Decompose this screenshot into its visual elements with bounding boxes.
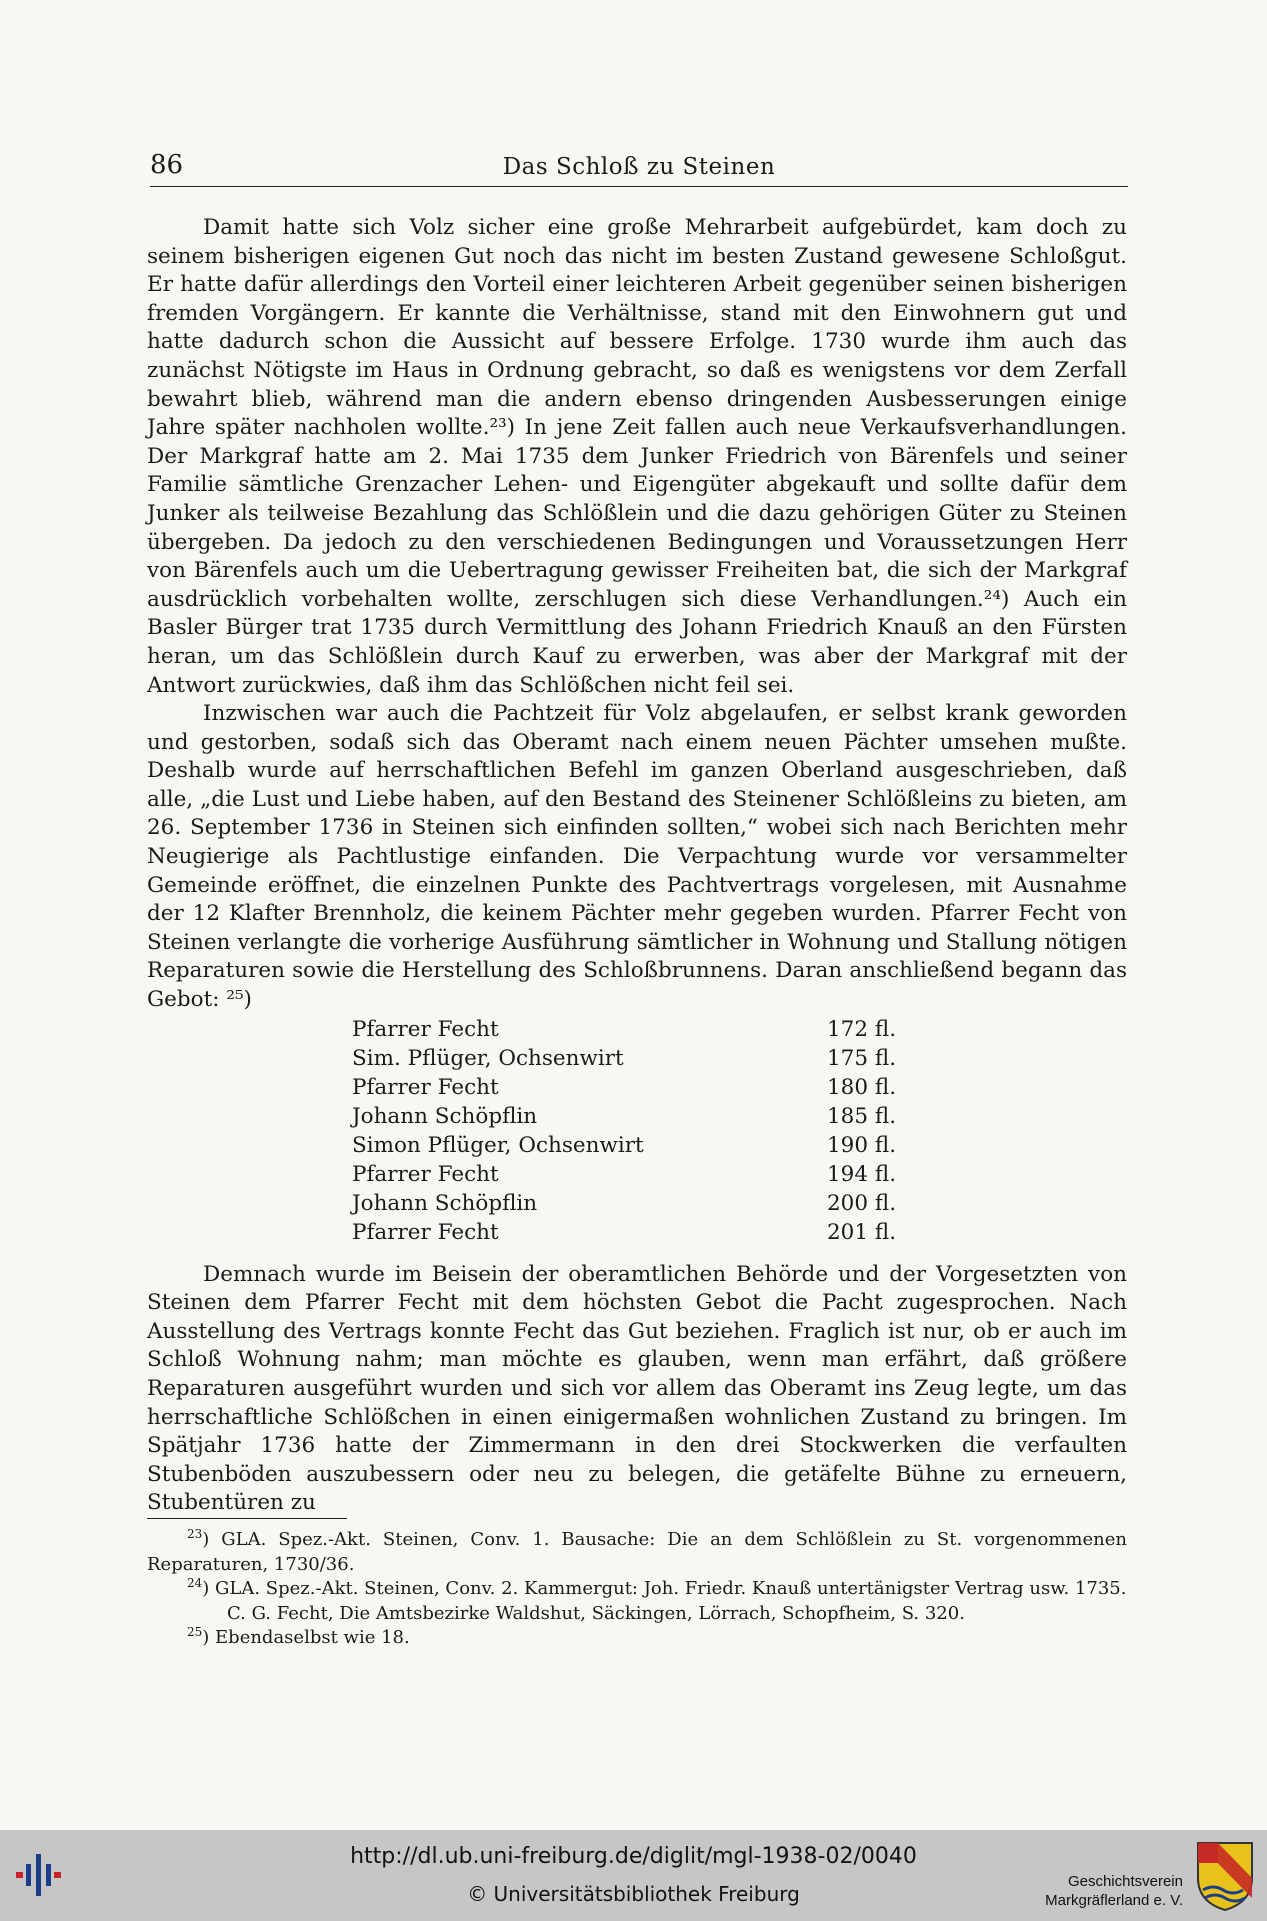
document-url-link[interactable]: http://dl.ub.uni-freiburg.de/diglit/mgl-1938-02/0040 (350, 1844, 917, 1869)
bidder-name: Pfarrer Fecht (352, 1016, 499, 1042)
footnote-mark: 25 (187, 1625, 203, 1639)
viewer-footer (0, 1830, 1267, 1921)
bid-amount: 180 fl. (827, 1074, 897, 1100)
bid-row (352, 1044, 912, 1073)
bid-row (352, 1073, 912, 1102)
footnote (147, 1528, 1127, 1577)
society-name (1045, 1872, 1183, 1910)
paragraph: Damit hatte sich Volz sicher eine große Mehrarbeit aufgebürdet, kam doch zu seinem bisherigen eigenen Gut noch das nicht im besten Zustand gewesene Schloßgut. Er hatte dafür allerdings den Vorteil einer leichteren Arbeit gegenüber seinen bisherigen fremden Vorgängern. Er kannte die Verhältnisse, stand mit den Einwohnern gut und hatte dadurch schon die Aussicht auf bessere Erfolge. 1730 wurde ihm auch das zunächst Nötigste im Haus in Ordnung gebracht, so daß es wenigstens vor dem Zerfall bewahrt blieb, während man die andern ebenso dringenden Ausbesserungen einige Jahre später nachholen wollte.²³) In jene Zeit fallen auch neue Verkaufsverhandlungen. Der Markgraf hatte am 2. Mai 1735 dem Junker Friedrich von Bärenfels und seiner Familie sämtliche Grenzacher Lehen- und Eigengüter abgekauft und sollte dafür dem Junker als teilweise Bezahlung das Schlößlein und die dazu gehörigen Güter zu Steinen übergeben. Da jedoch zu den verschiedenen Bedingungen und Voraussetzungen Herr von Bärenfels auch um die Uebertragung gewisser Freiheiten bat, die sich der Markgraf ausdrücklich vorbehalten wollte, zerschlugen sich diese Verhandlungen.²⁴) Auch ein Basler Bürger trat 1735 durch Vermittlung des Johann Friedrich Knauß an den Fürsten heran, um das Schlößlein durch Kauf zu erwerben, was aber der Markgraf mit der Antwort zurückwies, daß ihm das Schlößchen nicht feil sei. (147, 215, 1127, 698)
footnote-text: C. G. Fecht, Die Amtsbezirke Waldshut, Säckingen, Lörrach, Schopfheim, S. 320. (227, 1602, 965, 1624)
society-crest-icon[interactable] (1195, 1840, 1255, 1912)
bid-amount: 194 fl. (827, 1161, 897, 1187)
bid-row (352, 1189, 912, 1218)
society-name-line: Markgräflerland e. V. (1045, 1892, 1183, 1909)
footnote (147, 1626, 1127, 1651)
bid-row (352, 1218, 912, 1247)
bid-amount: 175 fl. (827, 1045, 897, 1071)
main-text (147, 214, 1127, 1518)
bidder-name: Pfarrer Fecht (352, 1161, 499, 1187)
society-name-line: Geschichtsverein (1067, 1873, 1183, 1890)
page-header (150, 150, 1128, 187)
bidder-name: Simon Pflüger, Ochsenwirt (352, 1132, 644, 1158)
footnote-text: ) GLA. Spez.-Akt. Steinen, Conv. 1. Bausache: Die an dem Schlößlein zu St. vorgenommenen Reparaturen, 1730/36. (147, 1529, 1127, 1575)
bid-amount: 190 fl. (827, 1132, 897, 1158)
page-number: 86 (150, 150, 184, 180)
bid-row (352, 1160, 912, 1189)
footnote (147, 1577, 1127, 1602)
bidder-name: Johann Schöpflin (352, 1103, 538, 1129)
copyright-text: © Universitätsbibliothek Freiburg (467, 1882, 800, 1906)
footnote-mark: 24 (187, 1576, 203, 1590)
footnotes (147, 1518, 1127, 1651)
footnote-mark: 23 (187, 1527, 203, 1541)
bid-row (352, 1131, 912, 1160)
bidder-name: Sim. Pflüger, Ochsenwirt (352, 1045, 624, 1071)
bid-amount: 200 fl. (827, 1190, 897, 1216)
bid-table (352, 1015, 912, 1247)
bid-row (352, 1102, 912, 1131)
bid-amount: 185 fl. (827, 1103, 897, 1129)
bid-amount: 172 fl. (827, 1016, 897, 1042)
spacer (147, 1247, 1127, 1261)
paragraph: Inzwischen war auch die Pachtzeit für Volz abgelaufen, er selbst krank geworden und gestorben, sodaß sich das Oberamt nach einem neuen Pächter umsehen mußte. Deshalb wurde auf herrschaftlichen Befehl im ganzen Oberland ausgeschrieben, daß alle, „die Lust und Liebe haben, auf den Bestand des Steinener Schlößleins zu bieten, am 26. September 1736 in Steinen sich einfinden sollten,“ wobei sich nach Berichten mehr Neugierige als Pachtlustige einfanden. Die Verpachtung wurde vor versammelter Gemeinde eröffnet, die einzelnen Punkte des Pachtvertrags vorgelesen, mit Ausnahme der 12 Klafter Brennholz, die keinem Pächter mehr gegeben wurden. Pfarrer Fecht von Steinen verlangte die vorherige Ausführung sämtlicher in Wohnung und Stallung nötigen Reparaturen sowie die Herstellung des Schloßbrunnens. Daran anschließend begann das Gebot: ²⁵) (147, 701, 1127, 1013)
bid-amount: 201 fl. (827, 1219, 897, 1245)
footnote-text: ) Ebendaselbst wie 18. (202, 1627, 410, 1648)
footnote (147, 1602, 1127, 1627)
bid-row (352, 1015, 912, 1044)
footnote-rule (147, 1518, 347, 1519)
bidder-name: Pfarrer Fecht (352, 1219, 499, 1245)
bidder-name: Pfarrer Fecht (352, 1074, 499, 1100)
bidder-name: Johann Schöpflin (352, 1190, 538, 1216)
paragraph: Demnach wurde im Beisein der oberamtlichen Behörde und der Vorgesetzten von Steinen dem Pfarrer Fecht mit dem höchsten Gebot die Pacht zugesprochen. Nach Ausstellung des Vertrags konnte Fecht das Gut beziehen. Fraglich ist nur, ob er auch im Schloß Wohnung nahm; man möchte es glauben, wenn man erfährt, daß größere Reparaturen ausgeführt wurden und sich vor allem das Oberamt ins Zeug legte, um das herrschaftliche Schlößchen in einen einigermaßen wohnlichen Zustand zu bringen. Im Spätjahr 1736 hatte der Zimmermann in den drei Stockwerken die verfaulten Stubenböden auszubessern oder neu zu belegen, die getäfelte Bühne zu erneuern, Stubentüren zu (147, 1261, 1127, 1516)
running-title: Das Schloß zu Steinen (502, 154, 776, 180)
footnote-text: ) GLA. Spez.-Akt. Steinen, Conv. 2. Kammergut: Joh. Friedr. Knauß untertänigster Vertrag usw. 1735. (202, 1578, 1127, 1599)
